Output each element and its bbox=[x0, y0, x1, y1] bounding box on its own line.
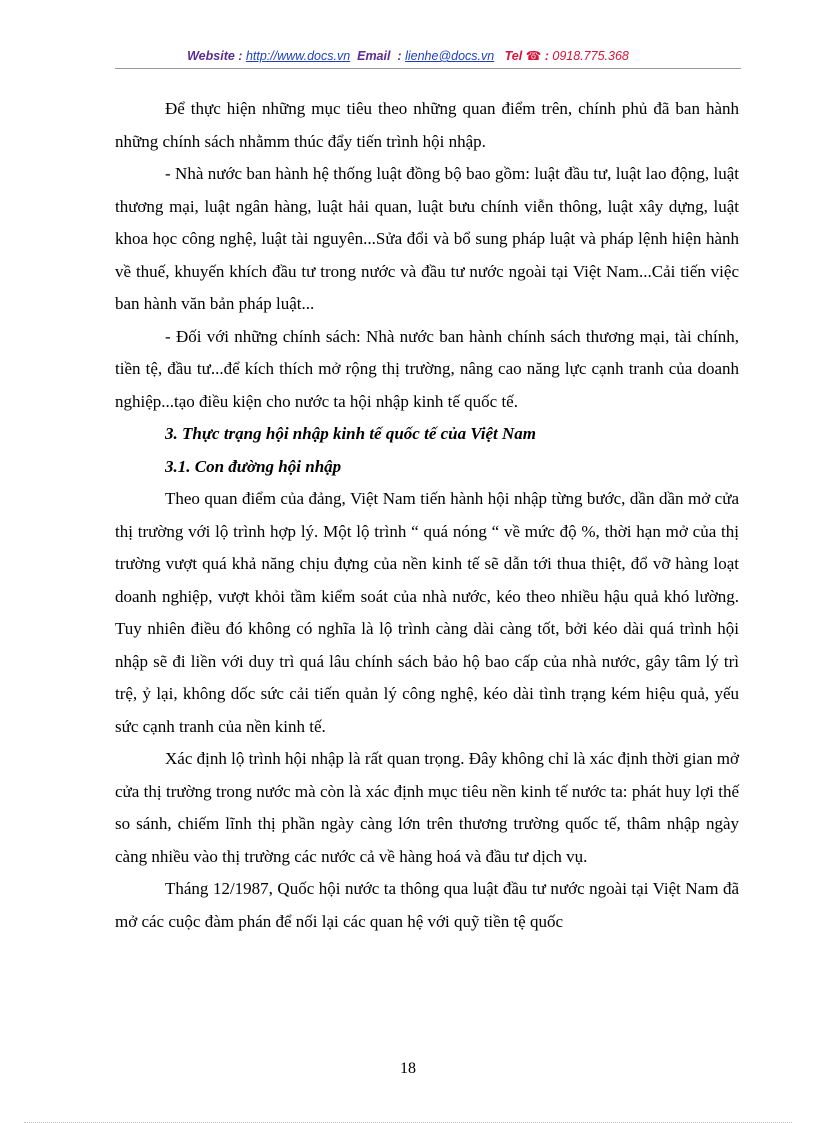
section-heading: 3. Thực trạng hội nhập kinh tế quốc tế của Việt Nam bbox=[165, 424, 537, 443]
header-divider bbox=[115, 68, 741, 69]
page-number: 18 bbox=[400, 1060, 416, 1077]
page-header bbox=[0, 48, 816, 63]
subsection-heading: 3.1. Con đường hội nhập bbox=[165, 456, 342, 476]
document-body bbox=[115, 93, 739, 938]
paragraph-3: - Đối với những chính sách: Nhà nước ban hành chính sách thương mại, tài chính, tiền tệ, đầu tư...để kích thích mở rộng thị trường, nâng cao năng lực cạnh tranh của doanh nghiệp...tạo điều kiện cho nước ta hội nhập kinh tế quốc tế. bbox=[115, 326, 739, 411]
email-label: Email bbox=[357, 49, 391, 63]
paragraph-6: Tháng 12/1987, Quốc hội nước ta thông qua luật đầu tư nước ngoài tại Việt Nam đã mở các cuộc đàm phán để nối lại các quan hệ với quỹ tiền tệ quốc bbox=[115, 879, 739, 931]
phone-number: 0918.775.368 bbox=[552, 49, 629, 63]
website-label: Website : bbox=[187, 49, 243, 63]
paragraph-1: Để thực hiện những mục tiêu theo những quan điểm trên, chính phủ đã ban hành những chính sách nhằmm thúc đẩy tiến trình hội nhập. bbox=[115, 99, 739, 151]
tel-label: Tel ☎ : bbox=[504, 49, 549, 63]
email-separator: : bbox=[397, 49, 402, 63]
paragraph-2: - Nhà nước ban hành hệ thống luật đồng bộ bao gồm: luật đầu tư, luật lao động, luật thương mại, luật ngân hàng, luật hải quan, luật bưu chính viễn thông, luật xây dựng, luật khoa học công nghệ, luật tài nguyên...Sửa đổi và bổ sung pháp luật và pháp lệnh hiện hành về thuế, khuyến khích đầu tư trong nước và đầu tư nước ngoài tại Việt Nam...Cải tiến việc ban hành văn bản pháp luật... bbox=[115, 164, 739, 313]
paragraph-4: Theo quan điểm của đảng, Việt Nam tiến hành hội nhập từng bước, dần dần mở cửa thị trường với lộ trình hợp lý. Một lộ trình “ quá nóng “ về mức độ %, thời hạn mở của thị trường vượt quá khả năng chịu đựng của nền kinh tế sẽ dẫn tới thua thiệt, đổ vỡ hàng loạt doanh nghiệp, vượt khỏi tầm kiểm soát của nhà nước, kéo theo nhiều hậu quả khó lường. Tuy nhiên điều đó không có nghĩa là lộ trình càng dài càng tốt, bởi kéo dài quá trình hội nhập sẽ đi liền với duy trì quá lâu chính sách bảo hộ bao cấp của nhà nước, gây tâm lý trì trệ, ỷ lại, không dốc sức cải tiến quản lý công nghệ, kéo dài tình trạng kém hiệu quả, yếu sức cạnh tranh của nền kinh tế. bbox=[115, 489, 739, 736]
website-link[interactable]: http://www.docs.vn bbox=[245, 49, 351, 63]
email-link[interactable]: lienhe@docs.vn bbox=[405, 49, 495, 63]
paragraph-5: Xác định lộ trình hội nhập là rất quan trọng. Đây không chỉ là xác định thời gian mở cửa thị trường trong nước mà còn là xác định mục tiêu nền kinh tế nước ta: phát huy lợi thế so sánh, chiếm lĩnh thị phần ngày càng lớn trên thương trường quốc tế, thâm nhập ngày càng nhiều vào thị trường các nước cả về hàng hoá và đầu tư dịch vụ. bbox=[115, 749, 739, 866]
